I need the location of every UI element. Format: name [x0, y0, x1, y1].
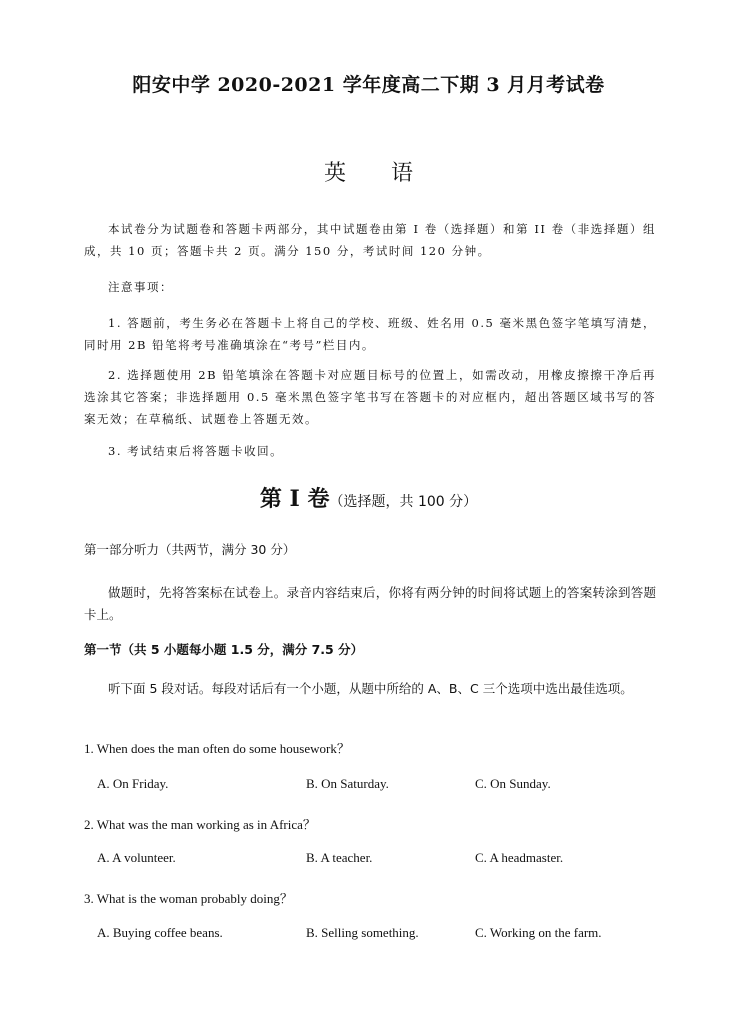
question-2-option-b[interactable]: B. A teacher.: [306, 850, 373, 865]
question-1-option-c[interactable]: C. On Sunday.: [475, 776, 551, 791]
part1-title-sub: （选择题，共 100 分）: [329, 494, 478, 510]
section-1-heading: 第一节（共 5 小题每小题 1.5 分，满分 7.5 分）: [84, 642, 364, 657]
question-1-option-b[interactable]: B. On Saturday.: [306, 776, 389, 791]
part1-title: [0, 482, 737, 513]
question-3-option-a[interactable]: A. Buying coffee beans.: [97, 925, 223, 940]
part1-title-main: 第 I 卷: [259, 486, 330, 512]
question-3-option-b[interactable]: B. Selling something.: [306, 925, 419, 940]
notice-item-1: 1. 答题前，考生务必在答题卡上将自己的学校、班级、姓名用 0.5 毫米黑色签字笔填写清楚，同时用 2B 铅笔将考号准确填涂在“考号”栏目内。: [84, 316, 656, 352]
exam-title: 阳安中学 2020-2021 学年度高二下期 3 月月考试卷: [132, 74, 605, 96]
question-1-option-a[interactable]: A. On Friday.: [97, 776, 169, 791]
question-3-stem: 3. What is the woman probably doing？: [84, 891, 293, 906]
section-1-instruction: 听下面 5 段对话。每段对话后有一个小题，从题中所给的 A、B、C 三个选项中选出最佳选项。: [108, 681, 633, 696]
listening-section-title: 第一部分听力（共两节，满分 30 分）: [84, 542, 296, 557]
notice-label: 注意事项：: [108, 280, 173, 294]
question-3-option-c[interactable]: C. Working on the farm.: [475, 925, 602, 940]
notice-item-2: 2. 选择题使用 2B 铅笔填涂在答题卡对应题目标号的位置上，如需改动，用橡皮擦擦干净后再选涂其它答案；非选择题用 0.5 毫米黑色签字笔书写在答题卡的对应框内，超出答题区域书写的答案无效；在草稿纸、试题卷上答题无效。: [84, 368, 656, 426]
question-1-stem: 1. When does the man often do some housework？: [84, 741, 350, 756]
question-2-option-c[interactable]: C. A headmaster.: [475, 850, 564, 865]
subject-heading: 英 语: [324, 161, 413, 186]
intro-paragraph: 本试卷分为试题卷和答题卡两部分，其中试题卷由第 I 卷（选择题）和第 II 卷（非选择题）组成，共 10 页；答题卡共 2 页。满分 150 分，考试时间 120 分钟。: [84, 222, 656, 258]
question-2-stem: 2. What was the man working as in Africa？: [84, 817, 316, 832]
question-2-option-a[interactable]: A. A volunteer.: [97, 850, 176, 865]
listening-instruction: 做题时，先将答案标在试卷上。录音内容结束后，你将有两分钟的时间将试题上的答案转涂到答题卡上。: [84, 585, 656, 622]
notice-item-3: 3. 考试结束后将答题卡收回。: [108, 444, 284, 458]
